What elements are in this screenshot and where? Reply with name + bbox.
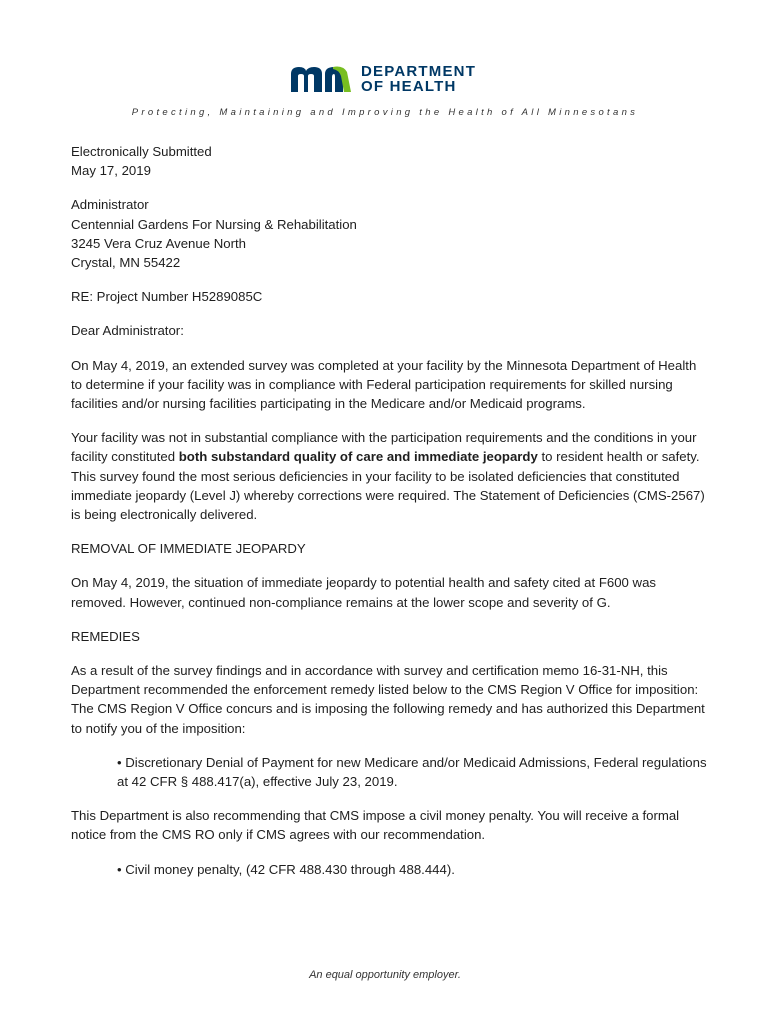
- bullet-civil-money-penalty: • Civil money penalty, (42 CFR 488.430 through 488.444).: [117, 861, 455, 877]
- letter-date: May 17, 2019: [71, 163, 151, 179]
- re-line: RE: Project Number H5289085C: [71, 289, 263, 305]
- address-line: Administrator: [71, 197, 149, 213]
- submission-block: [71, 142, 707, 180]
- paragraph-survey: On May 4, 2019, an extended survey was completed at your facility by the Minnesota Department of Health to determine if your facility was in compliance with Federal participation requirements for skilled nursing facilities and/or nursing facilities participating in the Medicare and/or Medicaid programs.: [71, 357, 697, 412]
- address-line: Centennial Gardens For Nursing & Rehabilitation: [71, 216, 357, 232]
- salutation: Dear Administrator:: [71, 323, 184, 339]
- address-line: 3245 Vera Cruz Avenue North: [71, 235, 246, 251]
- paragraph-remedies: As a result of the survey findings and in accordance with survey and certification memo 16-31-NH, this Department recommended the enforcement remedy listed below to the CMS Region V Office for imposition: The CMS Region V Office concurs and is imposing the following remedy and has authorized this Department to notify you of the imposition:: [71, 663, 705, 736]
- logo-line-1: DEPARTMENT: [361, 63, 477, 80]
- address-line: Crystal, MN 55422: [71, 255, 181, 271]
- paragraph-removal: On May 4, 2019, the situation of immediate jeopardy to potential health and safety cited at F600 was removed. However, continued non-compliance remains at the lower scope and severity of G.: [71, 575, 656, 610]
- logo-wordmark: [361, 64, 476, 94]
- compliance-text-end: to resident health or safety. This survey found the most serious deficiencies in your facility to be isolated deficiencies that constituted immediate jeopardy (Level J) whereby corrections were required. The Statement of Deficiencies (CMS-2567) is being electronically delivered.: [71, 449, 705, 523]
- letter-body: [71, 142, 707, 894]
- heading-removal: REMOVAL OF IMMEDIATE JEOPARDY: [71, 541, 306, 557]
- heading-remedies: REMEDIES: [71, 628, 140, 644]
- logo-line-2: OF HEALTH: [361, 78, 457, 95]
- compliance-text-start: Your facility was not in substantial compliance with the participation requirements and the conditions in your facility constituted: [71, 430, 697, 465]
- submitted-line: Electronically Submitted: [71, 144, 212, 159]
- mn-logo-icon: [289, 64, 355, 94]
- footer-eoe: An equal opportunity employer.: [309, 969, 461, 981]
- paragraph-compliance: [71, 428, 707, 524]
- compliance-emphasis: both substandard quality of care and immediate jeopardy: [178, 449, 538, 465]
- address-block: [71, 195, 707, 272]
- mdh-logo: [289, 63, 476, 95]
- paragraph-cmp: This Department is also recommending that CMS impose a civil money penalty. You will receive a formal notice from the CMS RO only if CMS agrees with our recommendation.: [71, 808, 680, 843]
- tagline: Protecting, Maintaining and Improving the Health of All Minnesotans: [131, 107, 639, 118]
- bullet-denial-of-payment: • Discretionary Denial of Payment for new Medicare and/or Medicaid Admissions, Federal regulations at 42 CFR § 488.417(a), effective July 23, 2019.: [117, 754, 707, 790]
